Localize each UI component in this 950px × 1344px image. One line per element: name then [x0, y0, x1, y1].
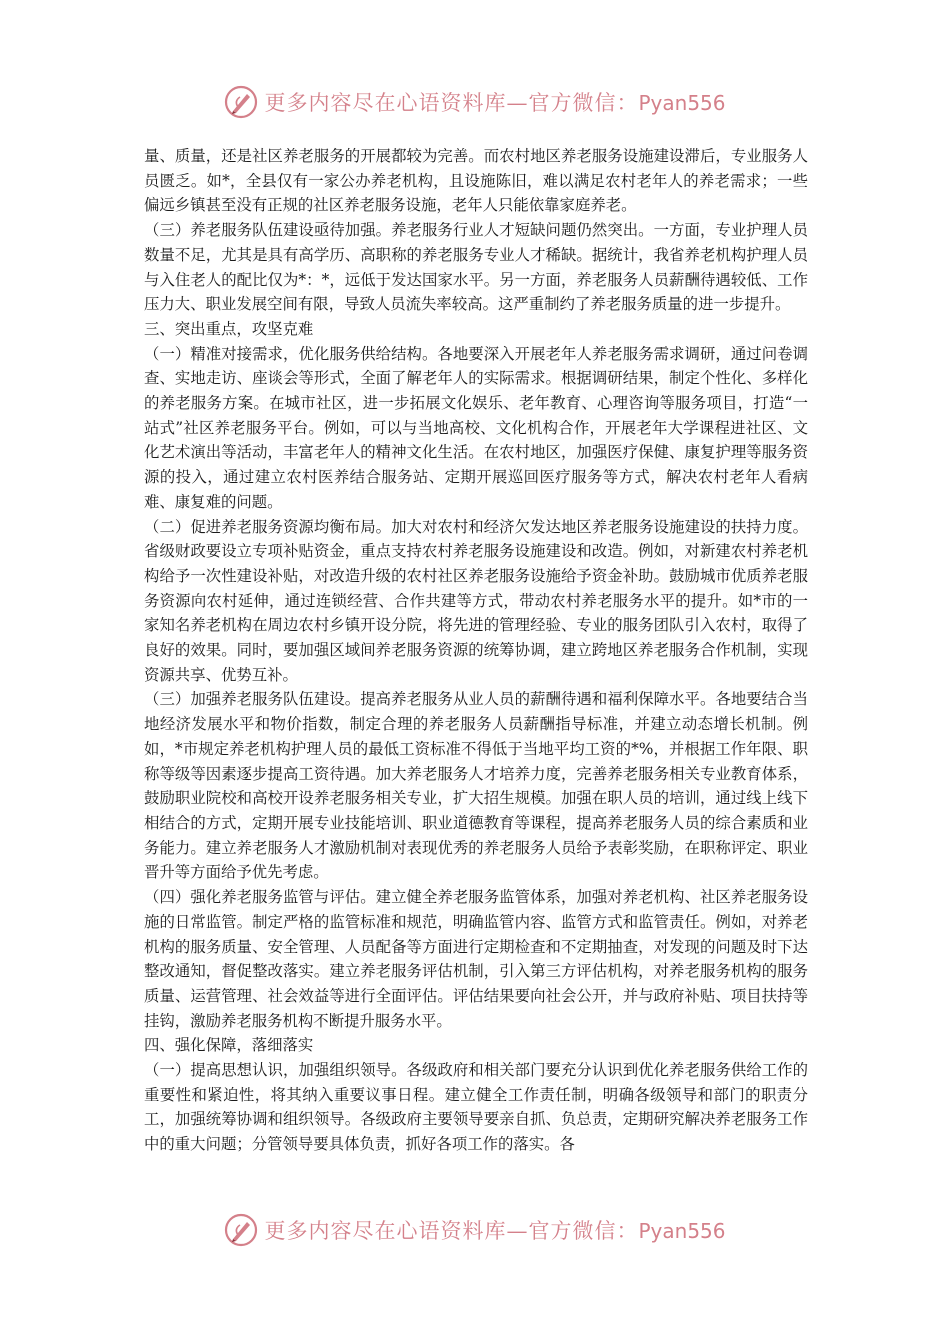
section-heading: 四、强化保障，落细落实 — [144, 1036, 314, 1055]
document-body — [144, 144, 808, 1157]
wechat-id: Pyan556 — [638, 1219, 726, 1243]
paragraph: （二）促进养老服务资源均衡布局。加大对农村和经济欠发达地区养老服务设施建设的扶持力度。省级财政要设立专项补贴资金，重点支持农村养老服务设施建设和改造。例如，对新建农村养老机构给予一次性建设补贴，对改造升级的农村社区养老服务设施给予资金补助。鼓励城市优质养老服务资源向农村延伸，通过连锁经营、合作共建等方式，带动农村养老服务水平的提升。如*市的一家知名养老机构在周边农村乡镇开设分院，将先进的管理经验、专业的服务团队引入农村，取得了良好的效果。同时，要加强区域间养老服务资源的统筹协调，建立跨地区养老服务合作机制，实现资源共享、优势互补。 — [144, 517, 808, 684]
paragraph: （三）加强养老服务队伍建设。提高养老服务从业人员的薪酬待遇和福利保障水平。各地要结合当地经济发展水平和物价指数，制定合理的养老服务人员薪酬指导标准，并建立动态增长机制。例如，*市规定养老机构护理人员的最低工资标准不得低于当地平均工资的*%，并根据工作年限、职称等级等因素逐步提高工资待遇。加大养老服务人才培养力度，完善养老服务相关专业教育体系，鼓励职业院校和高校开设养老服务相关专业，扩大招生规模。加强在职人员的培训，通过线上线下相结合的方式，定期开展专业技能培训、职业道德教育等课程，提高养老服务人员的综合素质和业务能力。建立养老服务人才激励机制对表现优秀的养老服务人员给予表彰奖励，在职称评定、职业晋升等方面给予优先考虑。 — [144, 690, 808, 882]
pen-logo-icon — [224, 1213, 258, 1247]
paragraph: （一）提高思想认识，加强组织领导。各级政府和相关部门要充分认识到优化养老服务供给工作的重要性和紧迫性，将其纳入重要议事日程。建立健全工作责任制，明确各级领导和部门的职责分工，加强统筹协调和组织领导。各级政府主要领导要亲自抓、负总责，定期研究解决养老服务工作中的重大问题；分管领导要具体负责，抓好各项工作的落实。各 — [144, 1061, 808, 1154]
paragraph: （四）强化养老服务监管与评估。建立健全养老服务监管体系，加强对养老机构、社区养老服务设施的日常监管。制定严格的监管标准和规范，明确监管内容、监管方式和监管责任。例如，对养老机构的服务质量、安全管理、人员配备等方面进行定期检查和不定期抽查，对发现的问题及时下达整改通知，督促整改落实。建立养老服务评估机制，引入第三方评估机构，对养老服务机构的服务质量、运营管理、社会效益等进行全面评估。评估结果要向社会公开，并与政府补贴、项目扶持等挂钩，激励养老服务机构不断提升服务水平。 — [144, 888, 808, 1030]
wechat-id: Pyan556 — [638, 91, 726, 115]
pen-logo-icon — [224, 85, 258, 119]
banner-text: 更多内容尽在心语资料库—官方微信：Pyan556 — [264, 1219, 726, 1243]
header-banner — [0, 82, 950, 122]
paragraph: （一）精准对接需求，优化服务供给结构。各地要深入开展老年人养老服务需求调研，通过问卷调查、实地走访、座谈会等形式，全面了解老年人的实际需求。根据调研结果，制定个性化、多样化的养老服务方案。在城市社区，进一步拓展文化娱乐、老年教育、心理咨询等服务项目，打造“一站式”社区养老服务平台。例如，可以与当地高校、文化机构合作，开展老年大学课程进社区、文化艺术演出等活动，丰富老年人的精神文化生活。在农村地区，加强医疗保健、康复护理等服务资源的投入，通过建立农村医养结合服务站、定期开展巡回医疗服务等方式，解决农村老年人看病难、康复难的问题。 — [144, 344, 808, 511]
paragraph: （三）养老服务队伍建设亟待加强。养老服务行业人才短缺问题仍然突出。一方面，专业护理人员数量不足，尤其是具有高学历、高职称的养老服务专业人才稀缺。据统计，我省养老机构护理人员与入住老人的配比仅为*：*，远低于发达国家水平。另一方面，养老服务人员薪酬待遇较低、工作压力大、职业发展空间有限，导致人员流失率较高。这严重制约了养老服务质量的进一步提升。 — [144, 221, 808, 314]
banner-text: 更多内容尽在心语资料库—官方微信：Pyan556 — [264, 91, 726, 115]
footer-banner — [0, 1210, 950, 1250]
paragraph: 量、质量，还是社区养老服务的开展都较为完善。而农村地区养老服务设施建设滞后，专业服务人员匮乏。如*，全县仅有一家公办养老机构，且设施陈旧，难以满足农村老年人的养老需求；一些偏远乡镇甚至没有正规的社区养老服务设施，老年人只能依靠家庭养老。 — [144, 147, 808, 215]
section-heading: 三、突出重点，攻坚克难 — [144, 319, 314, 338]
